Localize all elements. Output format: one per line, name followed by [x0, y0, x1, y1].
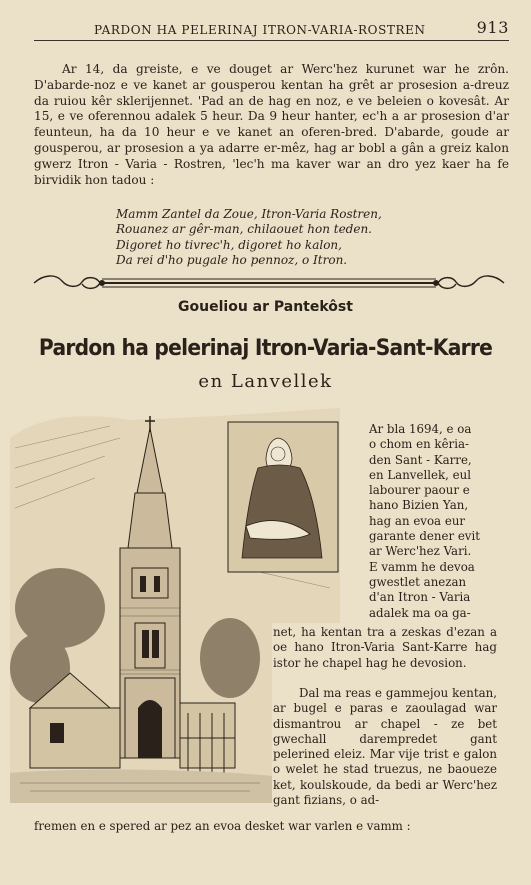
hymn-verse [116, 207, 382, 269]
column-line: garante dener evit [369, 529, 480, 544]
column-line: gwestlet anezan [369, 574, 467, 589]
section-heading: Goueliou ar Pantekôst [178, 299, 353, 315]
article-paragraph: net, ha kentan tra a zeskas d'ezan a oe hano Itron-Varia Sant-Karre hag istor he chapel hag he devosion. [273, 625, 497, 670]
column-line: labourer paour e [369, 483, 470, 498]
intro-paragraph: Ar 14, da greiste, e ve douget ar Werc'hez kurunet war he zrôn. D'abarde-noz e ve kanet ar gousperou kentan ha grêt ar prosesion a-dreuz da ruiou kêr sklerijennet. 'Pad an de hag en noz, e ve beleien o kovesât. Ar 15, e ve oferennou adalek 5 heur. Da 9 heur hanter, ec'h a ar prosesion d'ar feunteun, ha da 10 heur e ve kanet an oferen-bred. D'abarde, goude ar gousperou, ar prosesion a ya adarre er-mêz, hag ar bobl a gân a greiz kalon gwerz Itron - Varia - Rostren, 'lec'h ma kaver war an dro yez kaer ha fe birvidik hon tadou : [34, 62, 509, 187]
article-last-line: fremen en e spered ar pez an evoa desket war varlen e vamm : [34, 819, 411, 833]
column-line: Ar bla 1694, e oa [369, 422, 472, 436]
page-number: 913 [476, 18, 509, 37]
running-title: PARDON HA PELERINAJ ITRON-VARIA-ROSTREN [94, 23, 426, 37]
column-line: en Lanvellek, eul [369, 467, 471, 482]
column-line: ar Werc'hez Vari. [369, 544, 472, 559]
column-line: o chom en kêria- [369, 437, 469, 452]
column-line: E vamm he devoa [369, 559, 475, 574]
article-title: Pardon ha pelerinaj Itron-Varia-Sant-Karre [38, 336, 493, 361]
article-column [345, 422, 497, 621]
column-line: hano Bizien Yan, [369, 498, 469, 513]
page-header [34, 18, 509, 41]
column-line: den Sant - Karre, [369, 452, 472, 467]
article-paragraph: Dal ma reas e gammejou kentan, ar bugel e paras e zaoulagad war dismantrou ar chapel - ze bet gwechall darempredet gant pelerined eleiz. Mar vije trist e galon o welet he stad truezus, ne baoueze ket, koulskoude, da bedi ar Werc'hez gant fizians, o ad- [273, 686, 497, 808]
verse-line: Da rei d'ho pugale ho pennoz, o Itron. [116, 253, 348, 268]
verse-line: Digoret ho tivrec'h, digoret ho kalon, [116, 237, 342, 252]
verse-line: Mamm Zantel da Zoue, Itron-Varia Rostren, [116, 207, 382, 221]
column-line: hag an evoa eur [369, 513, 466, 528]
column-line: d'an Itron - Varia [369, 590, 471, 605]
verse-line: Rouanez ar gêr-man, chilaouet hon teden. [116, 222, 372, 237]
column-line: adalek ma oa ga- [369, 605, 471, 620]
ornamental-divider [30, 272, 508, 294]
article-subtitle: en Lanvellek [198, 371, 333, 392]
